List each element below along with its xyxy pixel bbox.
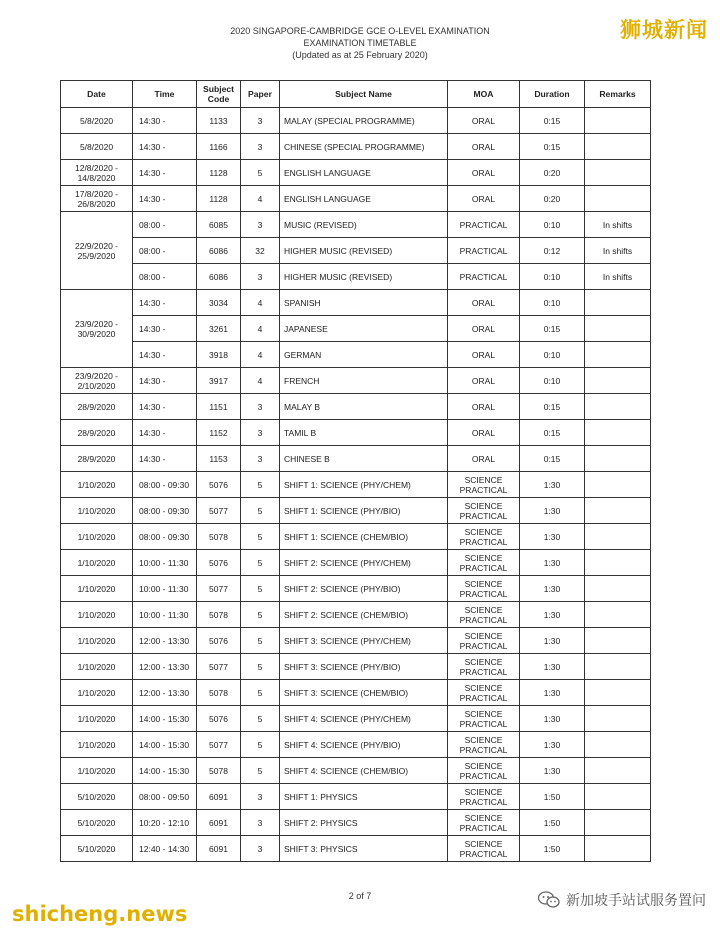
page-number: 2 of 7	[348, 891, 372, 901]
cell-subject-name: SHIFT 3: PHYSICS	[280, 836, 448, 862]
cell-subject-name: ENGLISH LANGUAGE	[280, 160, 448, 186]
cell-moa: PRACTICAL	[448, 212, 520, 238]
cell-date: 5/8/2020	[61, 108, 133, 134]
cell-subject-code: 5077	[197, 654, 241, 680]
cell-remarks: In shifts	[585, 264, 651, 290]
cell-moa: SCIENCE PRACTICAL	[448, 680, 520, 706]
cell-subject-code: 3034	[197, 290, 241, 316]
cell-time: 12:00 - 13:30	[133, 654, 197, 680]
cell-subject-code: 5076	[197, 706, 241, 732]
table-row	[61, 524, 651, 550]
cell-remarks	[585, 784, 651, 810]
cell-date: 17/8/2020 - 26/8/2020	[61, 186, 133, 212]
cell-moa: ORAL	[448, 420, 520, 446]
cell-remarks	[585, 810, 651, 836]
brand-logo-text: 狮城新闻	[620, 18, 708, 42]
cell-duration: 1:30	[520, 524, 585, 550]
cell-moa: ORAL	[448, 394, 520, 420]
cell-moa: SCIENCE PRACTICAL	[448, 706, 520, 732]
table-row	[61, 472, 651, 498]
table-row	[61, 680, 651, 706]
cell-remarks	[585, 420, 651, 446]
cell-moa: SCIENCE PRACTICAL	[448, 654, 520, 680]
cell-time: 12:40 - 14:30	[133, 836, 197, 862]
cell-remarks	[585, 732, 651, 758]
cell-date: 5/10/2020	[61, 784, 133, 810]
cell-duration: 1:30	[520, 706, 585, 732]
table-row	[61, 342, 651, 368]
table-row	[61, 446, 651, 472]
cell-paper: 4	[241, 316, 280, 342]
cell-time: 08:00 - 09:50	[133, 784, 197, 810]
cell-duration: 1:30	[520, 550, 585, 576]
cell-subject-name: SHIFT 2: SCIENCE (PHY/CHEM)	[280, 550, 448, 576]
cell-remarks	[585, 472, 651, 498]
cell-time: 12:00 - 13:30	[133, 628, 197, 654]
cell-date: 1/10/2020	[61, 498, 133, 524]
cell-paper: 32	[241, 238, 280, 264]
cell-time: 14:30 -	[133, 446, 197, 472]
cell-paper: 5	[241, 758, 280, 784]
cell-date: 23/9/2020 - 30/9/2020	[61, 290, 133, 368]
cell-subject-name: CHINESE (SPECIAL PROGRAMME)	[280, 134, 448, 160]
cell-remarks	[585, 498, 651, 524]
col-header-subject-code	[197, 81, 241, 108]
cell-duration: 1:30	[520, 680, 585, 706]
cell-subject-code: 3917	[197, 368, 241, 394]
cell-duration: 0:20	[520, 186, 585, 212]
col-header-remarks: Remarks	[585, 81, 651, 108]
cell-remarks	[585, 628, 651, 654]
cell-subject-code: 1152	[197, 420, 241, 446]
cell-remarks	[585, 134, 651, 160]
cell-time: 14:30 -	[133, 368, 197, 394]
cell-time: 14:00 - 15:30	[133, 706, 197, 732]
table-row	[61, 368, 651, 394]
cell-moa: PRACTICAL	[448, 264, 520, 290]
cell-time: 10:00 - 11:30	[133, 576, 197, 602]
cell-subject-code: 6086	[197, 238, 241, 264]
col-header-subject-code-line2: Code	[207, 94, 230, 104]
cell-date: 1/10/2020	[61, 680, 133, 706]
cell-duration: 0:15	[520, 420, 585, 446]
cell-date: 1/10/2020	[61, 758, 133, 784]
cell-moa: ORAL	[448, 342, 520, 368]
cell-paper: 5	[241, 550, 280, 576]
cell-duration: 0:15	[520, 394, 585, 420]
cell-remarks	[585, 394, 651, 420]
cell-duration: 1:50	[520, 810, 585, 836]
table-row	[61, 654, 651, 680]
cell-date: 1/10/2020	[61, 576, 133, 602]
cell-time: 08:00 -	[133, 238, 197, 264]
cell-moa: ORAL	[448, 134, 520, 160]
cell-duration: 1:50	[520, 784, 585, 810]
cell-time: 10:00 - 11:30	[133, 550, 197, 576]
cell-date: 28/9/2020	[61, 420, 133, 446]
cell-subject-code: 5078	[197, 758, 241, 784]
cell-remarks: In shifts	[585, 238, 651, 264]
cell-duration: 1:30	[520, 576, 585, 602]
title-line-1: 2020 SINGAPORE-CAMBRIDGE GCE O-LEVEL EXAMINATION	[230, 26, 490, 36]
watermark-site: shicheng.news	[12, 902, 188, 926]
cell-moa: ORAL	[448, 316, 520, 342]
cell-remarks	[585, 550, 651, 576]
cell-date: 5/8/2020	[61, 134, 133, 160]
cell-subject-code: 5076	[197, 550, 241, 576]
cell-remarks	[585, 706, 651, 732]
cell-time: 08:00 -	[133, 264, 197, 290]
cell-remarks	[585, 290, 651, 316]
cell-date: 22/9/2020 - 25/9/2020	[61, 212, 133, 290]
cell-moa: SCIENCE PRACTICAL	[448, 628, 520, 654]
cell-subject-code: 5077	[197, 576, 241, 602]
cell-time: 14:30 -	[133, 108, 197, 134]
cell-duration: 0:10	[520, 368, 585, 394]
timetable-body	[61, 108, 651, 862]
cell-duration: 0:20	[520, 160, 585, 186]
cell-duration: 1:30	[520, 758, 585, 784]
cell-paper: 4	[241, 186, 280, 212]
table-row	[61, 134, 651, 160]
cell-paper: 4	[241, 290, 280, 316]
cell-time: 14:30 -	[133, 316, 197, 342]
cell-duration: 1:30	[520, 732, 585, 758]
cell-remarks	[585, 576, 651, 602]
cell-moa: ORAL	[448, 446, 520, 472]
cell-subject-code: 5076	[197, 628, 241, 654]
table-row	[61, 238, 651, 264]
cell-subject-name: MALAY B	[280, 394, 448, 420]
cell-paper: 5	[241, 628, 280, 654]
cell-paper: 3	[241, 394, 280, 420]
table-row	[61, 498, 651, 524]
cell-subject-name: SHIFT 1: SCIENCE (CHEM/BIO)	[280, 524, 448, 550]
cell-moa: SCIENCE PRACTICAL	[448, 550, 520, 576]
cell-time: 08:00 - 09:30	[133, 524, 197, 550]
table-row	[61, 394, 651, 420]
cell-paper: 5	[241, 160, 280, 186]
cell-paper: 5	[241, 524, 280, 550]
cell-moa: ORAL	[448, 186, 520, 212]
cell-moa: SCIENCE PRACTICAL	[448, 836, 520, 862]
cell-moa: PRACTICAL	[448, 238, 520, 264]
cell-subject-name: SHIFT 2: SCIENCE (CHEM/BIO)	[280, 602, 448, 628]
cell-subject-name: SPANISH	[280, 290, 448, 316]
col-header-subject-code-line1: Subject	[202, 84, 235, 94]
table-row	[61, 212, 651, 238]
cell-moa: SCIENCE PRACTICAL	[448, 498, 520, 524]
cell-time: 14:30 -	[133, 394, 197, 420]
cell-duration: 1:30	[520, 654, 585, 680]
cell-subject-name: HIGHER MUSIC (REVISED)	[280, 238, 448, 264]
table-row	[61, 784, 651, 810]
cell-paper: 5	[241, 680, 280, 706]
cell-subject-name: FRENCH	[280, 368, 448, 394]
cell-moa: SCIENCE PRACTICAL	[448, 732, 520, 758]
cell-paper: 4	[241, 342, 280, 368]
cell-date: 1/10/2020	[61, 654, 133, 680]
table-header-row	[61, 81, 651, 108]
cell-duration: 0:15	[520, 446, 585, 472]
cell-subject-code: 1128	[197, 160, 241, 186]
cell-paper: 3	[241, 212, 280, 238]
cell-date: 1/10/2020	[61, 602, 133, 628]
table-row	[61, 706, 651, 732]
cell-date: 28/9/2020	[61, 446, 133, 472]
cell-subject-name: SHIFT 1: SCIENCE (PHY/BIO)	[280, 498, 448, 524]
cell-duration: 0:15	[520, 108, 585, 134]
col-header-date: Date	[61, 81, 133, 108]
cell-subject-code: 3918	[197, 342, 241, 368]
cell-paper: 3	[241, 784, 280, 810]
cell-subject-code: 3261	[197, 316, 241, 342]
cell-paper: 4	[241, 368, 280, 394]
cell-time: 14:30 -	[133, 186, 197, 212]
cell-subject-name: SHIFT 2: SCIENCE (PHY/BIO)	[280, 576, 448, 602]
cell-remarks	[585, 108, 651, 134]
cell-subject-name: GERMAN	[280, 342, 448, 368]
cell-subject-name: SHIFT 4: SCIENCE (PHY/BIO)	[280, 732, 448, 758]
cell-date: 1/10/2020	[61, 472, 133, 498]
cell-duration: 0:10	[520, 212, 585, 238]
cell-duration: 1:50	[520, 836, 585, 862]
cell-time: 14:30 -	[133, 290, 197, 316]
cell-paper: 3	[241, 264, 280, 290]
cell-paper: 5	[241, 706, 280, 732]
cell-moa: ORAL	[448, 160, 520, 186]
cell-duration: 0:15	[520, 134, 585, 160]
cell-remarks: In shifts	[585, 212, 651, 238]
cell-subject-code: 5077	[197, 498, 241, 524]
table-row	[61, 420, 651, 446]
title-line-3: (Updated as at 25 February 2020)	[292, 50, 428, 60]
cell-time: 08:00 -	[133, 212, 197, 238]
cell-time: 12:00 - 13:30	[133, 680, 197, 706]
cell-duration: 0:10	[520, 342, 585, 368]
cell-date: 28/9/2020	[61, 394, 133, 420]
col-header-paper: Paper	[241, 81, 280, 108]
cell-date: 12/8/2020 - 14/8/2020	[61, 160, 133, 186]
cell-remarks	[585, 836, 651, 862]
cell-paper: 5	[241, 732, 280, 758]
table-row	[61, 628, 651, 654]
cell-subject-code: 1166	[197, 134, 241, 160]
table-row	[61, 108, 651, 134]
cell-subject-code: 5076	[197, 472, 241, 498]
cell-moa: ORAL	[448, 368, 520, 394]
cell-moa: SCIENCE PRACTICAL	[448, 576, 520, 602]
cell-time: 14:30 -	[133, 420, 197, 446]
cell-paper: 5	[241, 576, 280, 602]
cell-subject-code: 6091	[197, 810, 241, 836]
col-header-subject-name: Subject Name	[280, 81, 448, 108]
cell-subject-name: SHIFT 2: PHYSICS	[280, 810, 448, 836]
cell-subject-name: MUSIC (REVISED)	[280, 212, 448, 238]
cell-moa: SCIENCE PRACTICAL	[448, 472, 520, 498]
cell-subject-code: 6086	[197, 264, 241, 290]
cell-duration: 0:10	[520, 290, 585, 316]
col-header-moa: MOA	[448, 81, 520, 108]
cell-paper: 3	[241, 420, 280, 446]
cell-subject-name: JAPANESE	[280, 316, 448, 342]
cell-date: 1/10/2020	[61, 706, 133, 732]
cell-remarks	[585, 368, 651, 394]
cell-subject-name: MALAY (SPECIAL PROGRAMME)	[280, 108, 448, 134]
cell-subject-name: SHIFT 4: SCIENCE (CHEM/BIO)	[280, 758, 448, 784]
cell-time: 10:20 - 12:10	[133, 810, 197, 836]
col-header-time: Time	[133, 81, 197, 108]
cell-subject-name: SHIFT 3: SCIENCE (PHY/CHEM)	[280, 628, 448, 654]
cell-time: 14:30 -	[133, 160, 197, 186]
cell-paper: 3	[241, 134, 280, 160]
cell-paper: 5	[241, 654, 280, 680]
cell-subject-code: 6091	[197, 836, 241, 862]
title-line-2: EXAMINATION TIMETABLE	[303, 38, 417, 48]
table-row	[61, 576, 651, 602]
cell-subject-name: SHIFT 1: SCIENCE (PHY/CHEM)	[280, 472, 448, 498]
cell-subject-code: 1153	[197, 446, 241, 472]
cell-paper: 3	[241, 108, 280, 134]
cell-paper: 3	[241, 836, 280, 862]
cell-subject-code: 6091	[197, 784, 241, 810]
cell-subject-code: 5078	[197, 524, 241, 550]
cell-remarks	[585, 186, 651, 212]
cell-duration: 1:30	[520, 498, 585, 524]
cell-subject-code: 5078	[197, 602, 241, 628]
cell-moa: ORAL	[448, 290, 520, 316]
table-row	[61, 290, 651, 316]
cell-subject-name: CHINESE B	[280, 446, 448, 472]
cell-subject-name: SHIFT 4: SCIENCE (PHY/CHEM)	[280, 706, 448, 732]
table-row	[61, 160, 651, 186]
cell-moa: SCIENCE PRACTICAL	[448, 524, 520, 550]
col-header-duration: Duration	[520, 81, 585, 108]
table-row	[61, 836, 651, 862]
cell-subject-code: 1151	[197, 394, 241, 420]
cell-paper: 5	[241, 498, 280, 524]
cell-time: 14:00 - 15:30	[133, 758, 197, 784]
cell-subject-code: 6085	[197, 212, 241, 238]
cell-time: 10:00 - 11:30	[133, 602, 197, 628]
cell-remarks	[585, 654, 651, 680]
cell-time: 08:00 - 09:30	[133, 472, 197, 498]
cell-date: 1/10/2020	[61, 550, 133, 576]
cell-moa: ORAL	[448, 108, 520, 134]
cell-duration: 1:30	[520, 602, 585, 628]
table-row	[61, 810, 651, 836]
document-title	[0, 25, 720, 61]
table-row	[61, 186, 651, 212]
table-row	[61, 732, 651, 758]
cell-duration: 0:12	[520, 238, 585, 264]
cell-moa: SCIENCE PRACTICAL	[448, 758, 520, 784]
cell-subject-name: SHIFT 3: SCIENCE (PHY/BIO)	[280, 654, 448, 680]
table-row	[61, 550, 651, 576]
cell-duration: 1:30	[520, 472, 585, 498]
cell-moa: SCIENCE PRACTICAL	[448, 784, 520, 810]
cell-duration: 0:15	[520, 316, 585, 342]
cell-subject-name: SHIFT 3: SCIENCE (CHEM/BIO)	[280, 680, 448, 706]
cell-date: 1/10/2020	[61, 524, 133, 550]
cell-duration: 0:10	[520, 264, 585, 290]
cell-paper: 5	[241, 472, 280, 498]
cell-subject-name: TAMIL B	[280, 420, 448, 446]
cell-paper: 5	[241, 602, 280, 628]
table-row	[61, 758, 651, 784]
cell-date: 5/10/2020	[61, 810, 133, 836]
cell-paper: 3	[241, 446, 280, 472]
cell-subject-name: ENGLISH LANGUAGE	[280, 186, 448, 212]
timetable	[60, 80, 651, 862]
cell-moa: SCIENCE PRACTICAL	[448, 810, 520, 836]
cell-remarks	[585, 524, 651, 550]
cell-remarks	[585, 446, 651, 472]
table-row	[61, 316, 651, 342]
cell-time: 14:00 - 15:30	[133, 732, 197, 758]
watermark-wechat	[538, 890, 706, 910]
cell-time: 14:30 -	[133, 342, 197, 368]
cell-date: 23/9/2020 - 2/10/2020	[61, 368, 133, 394]
cell-subject-code: 5078	[197, 680, 241, 706]
cell-remarks	[585, 680, 651, 706]
cell-remarks	[585, 342, 651, 368]
watermark-wechat-text: 新加坡手站试服务置问	[566, 893, 706, 909]
cell-time: 14:30 -	[133, 134, 197, 160]
cell-subject-name: HIGHER MUSIC (REVISED)	[280, 264, 448, 290]
cell-subject-code: 1128	[197, 186, 241, 212]
cell-time: 08:00 - 09:30	[133, 498, 197, 524]
cell-paper: 3	[241, 810, 280, 836]
table-row	[61, 264, 651, 290]
cell-duration: 1:30	[520, 628, 585, 654]
cell-remarks	[585, 160, 651, 186]
cell-subject-name: SHIFT 1: PHYSICS	[280, 784, 448, 810]
cell-subject-code: 1133	[197, 108, 241, 134]
cell-date: 5/10/2020	[61, 836, 133, 862]
wechat-icon	[538, 891, 560, 909]
cell-date: 1/10/2020	[61, 628, 133, 654]
cell-remarks	[585, 316, 651, 342]
cell-remarks	[585, 602, 651, 628]
cell-moa: SCIENCE PRACTICAL	[448, 602, 520, 628]
cell-remarks	[585, 758, 651, 784]
cell-subject-code: 5077	[197, 732, 241, 758]
cell-date: 1/10/2020	[61, 732, 133, 758]
table-row	[61, 602, 651, 628]
